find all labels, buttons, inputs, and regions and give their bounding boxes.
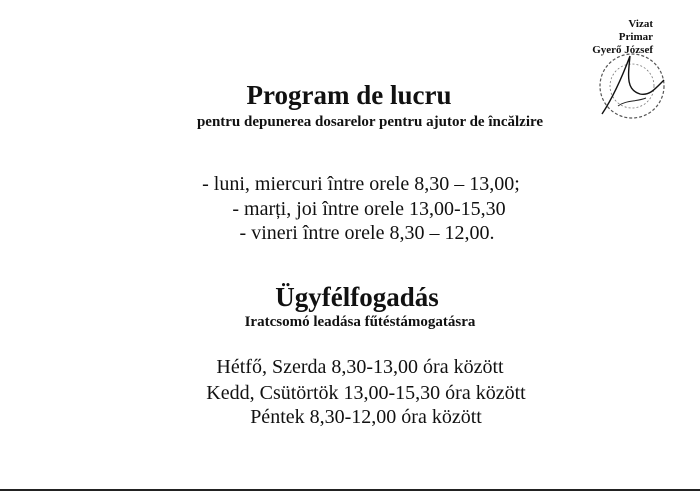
hungarian-schedule-line: Péntek 8,30-12,00 óra között: [250, 406, 482, 428]
romanian-subtitle: pentru depunerea dosarelor pentru ajutor de încălzire: [196, 114, 544, 130]
romanian-title: Program de lucru: [246, 80, 452, 110]
approval-name: Gyerő József: [592, 44, 653, 56]
romanian-schedule-line: - luni, miercuri între orele 8,30 – 13,00;: [202, 173, 520, 195]
approval-vizat: Vizat: [628, 18, 653, 30]
romanian-schedule-line: - vineri între orele 8,30 – 12,00.: [239, 222, 495, 244]
hungarian-schedule-line: Hétfő, Szerda 8,30-13,00 óra között: [216, 356, 504, 378]
hungarian-subtitle: Iratcsomó leadása fűtéstámogatásra: [244, 314, 476, 330]
hungarian-title: Ügyfélfogadás: [275, 282, 439, 312]
bottom-divider: [0, 489, 700, 491]
approval-role: Primar: [618, 31, 653, 43]
hungarian-schedule-line: Kedd, Csütörtök 13,00-15,30 óra között: [206, 382, 526, 404]
romanian-schedule-line: - marți, joi între orele 13,00-15,30: [232, 198, 506, 220]
